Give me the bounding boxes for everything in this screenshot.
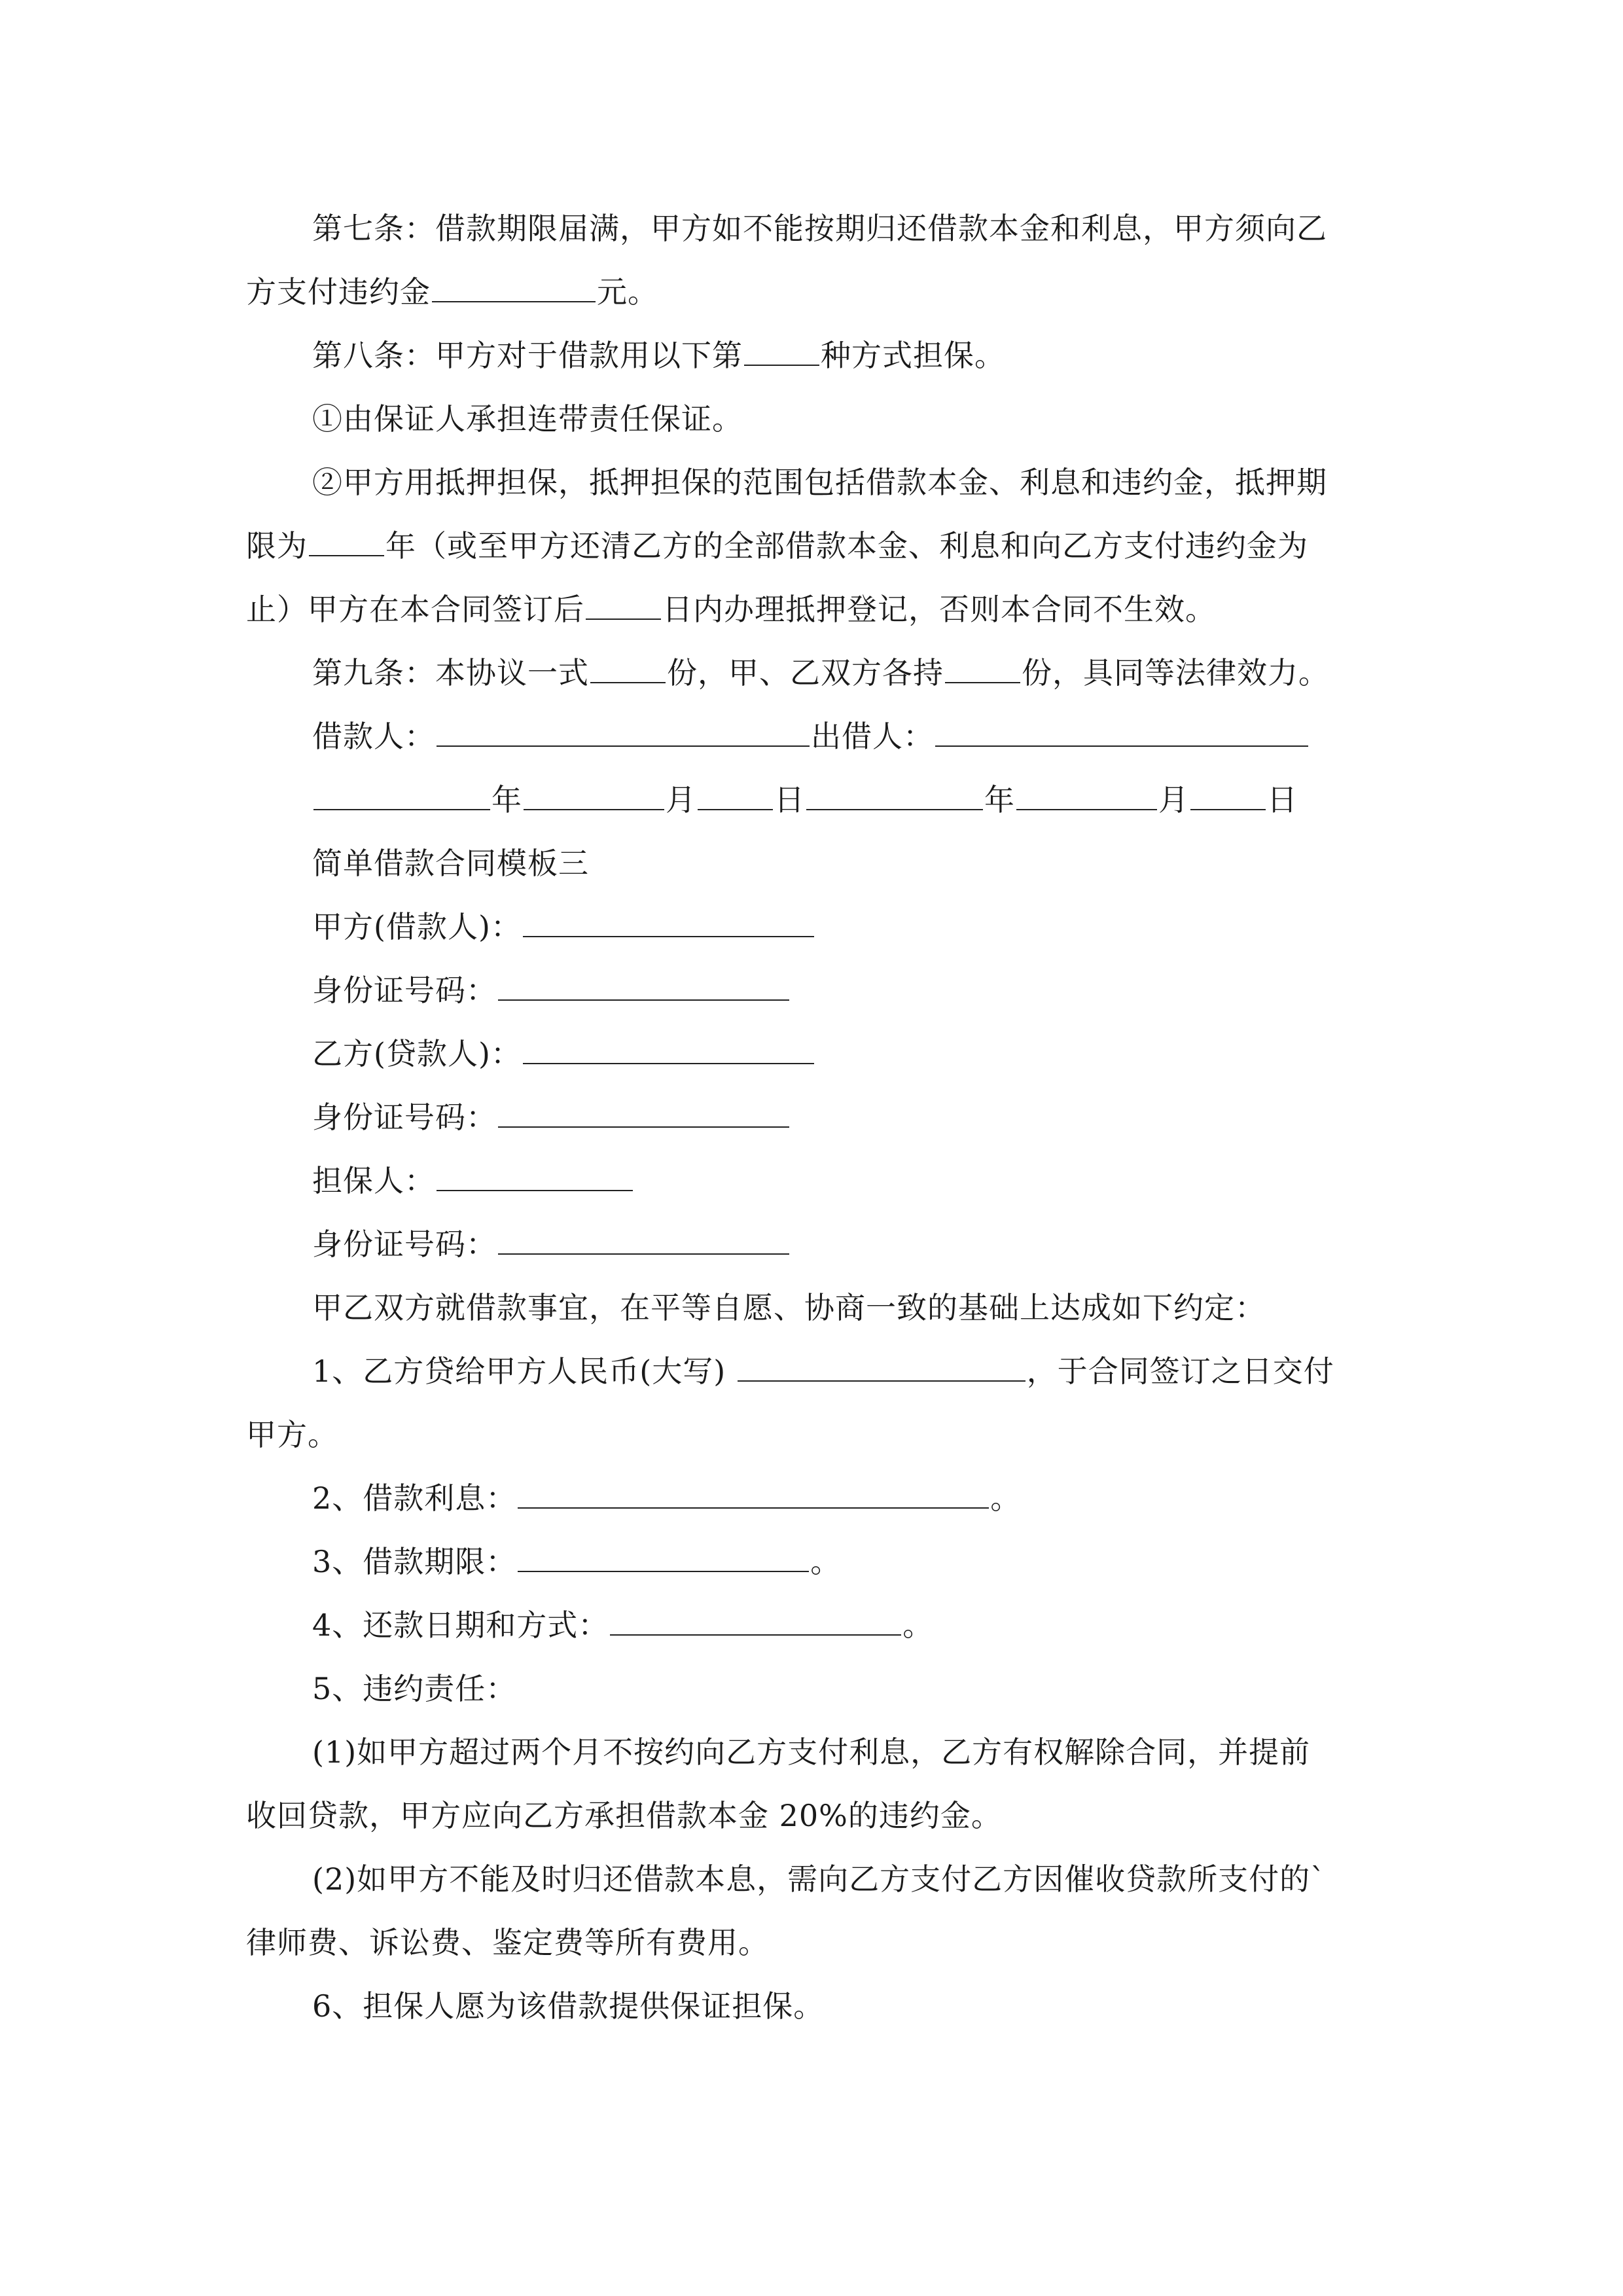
lender-month-blank[interactable] [1016, 780, 1157, 810]
lender-year-blank[interactable] [806, 780, 983, 810]
art7-line2: 方支付违约金 元。 [246, 272, 658, 312]
copies-total-blank[interactable] [590, 653, 666, 683]
art7-line1: 第七条：借款期限届满，甲方如不能按期归还借款本金和利息，甲方须向乙 [312, 211, 1327, 246]
item5-1-line1: (1)如甲方超过两个月不按约向乙方支付利息，乙方有权解除合同，并提前 [312, 1734, 1311, 1770]
lender-signature-blank[interactable] [935, 717, 1308, 747]
agreement-intro: 甲乙双方就借款事宜，在平等自愿、协商一致的基础上达成如下约定： [312, 1290, 1266, 1325]
party-b-blank[interactable] [523, 1034, 814, 1064]
guarantor-line: 担保人： [312, 1161, 634, 1200]
item5-2-line1: (2)如甲方不能及时归还借款本息，需向乙方支付乙方因催收贷款所支付的` [312, 1861, 1327, 1897]
art8-option2-line1: ②甲方用抵押担保，抵押担保的范围包括借款本金、利息和违约金，抵押期 [312, 465, 1327, 500]
party-a-id-line: 身份证号码： [312, 971, 791, 1010]
party-b-line: 乙方(贷款人)： [312, 1034, 815, 1073]
registration-days-blank[interactable] [586, 590, 661, 620]
item3-line: 3、借款期限： 。 [312, 1542, 841, 1581]
item1-line2: 甲方。 [246, 1417, 338, 1452]
party-b-id-line: 身份证号码： [312, 1098, 791, 1137]
item5-1-line2: 收回贷款，甲方应向乙方承担借款本金 20%的违约金。 [246, 1798, 1002, 1833]
borrower-month-blank[interactable] [524, 780, 664, 810]
art8-option1: ①由保证人承担连带责任保证。 [312, 401, 743, 437]
mortgage-years-blank[interactable] [309, 526, 384, 556]
item4-line: 4、还款日期和方式： 。 [312, 1605, 933, 1645]
art8-option2-line3: 止）甲方在本合同签订后 日内办理抵押登记，否则本合同不生效。 [246, 590, 1216, 629]
item2-line: 2、借款利息： 。 [312, 1479, 1021, 1518]
interest-blank[interactable] [518, 1479, 989, 1509]
party-a-id-blank[interactable] [498, 971, 789, 1001]
borrower-signature-blank[interactable] [437, 717, 810, 747]
lender-day-blank[interactable] [1190, 780, 1266, 810]
borrower-year-blank[interactable] [313, 780, 490, 810]
item5-2-line2: 律师费、诉讼费、鉴定费等所有费用。 [246, 1925, 769, 1960]
art9: 第九条：本协议一式 份，甲、乙双方各持 份，具同等法律效力。 [312, 653, 1329, 692]
loan-amount-blank[interactable] [738, 1352, 1026, 1382]
item6-line: 6、担保人愿为该借款提供保证担保。 [312, 1988, 825, 2024]
guarantor-id-blank[interactable] [498, 1225, 789, 1255]
art8-option2-line2: 限为 年（或至甲方还清乙方的全部借款本金、利息和向乙方支付违约金为 [246, 526, 1308, 565]
guarantor-id-line: 身份证号码： [312, 1225, 791, 1264]
borrower-day-blank[interactable] [698, 780, 773, 810]
party-a-blank[interactable] [523, 907, 814, 937]
template3-title: 简单借款合同模板三 [312, 846, 589, 881]
party-a-line: 甲方(借款人)： [312, 907, 815, 946]
loan-term-blank[interactable] [518, 1542, 809, 1572]
signature-date-line: 年 月 日 年 月 日 [312, 780, 1298, 819]
item5-heading: 5、违约责任： [312, 1671, 517, 1706]
party-b-id-blank[interactable] [498, 1098, 789, 1128]
guarantor-blank[interactable] [437, 1161, 633, 1191]
copies-each-blank[interactable] [945, 653, 1020, 683]
signature-line: 借款人： 出借人： [312, 717, 1310, 756]
item1-line1: 1、乙方贷给甲方人民币(大写) ，于合同签订之日交付 [312, 1352, 1334, 1391]
art8-heading: 第八条：甲方对于借款用以下第 种方式担保。 [312, 336, 1005, 375]
penalty-amount-blank[interactable] [432, 272, 596, 302]
guarantee-method-blank[interactable] [744, 336, 819, 366]
repayment-blank[interactable] [610, 1605, 901, 1636]
